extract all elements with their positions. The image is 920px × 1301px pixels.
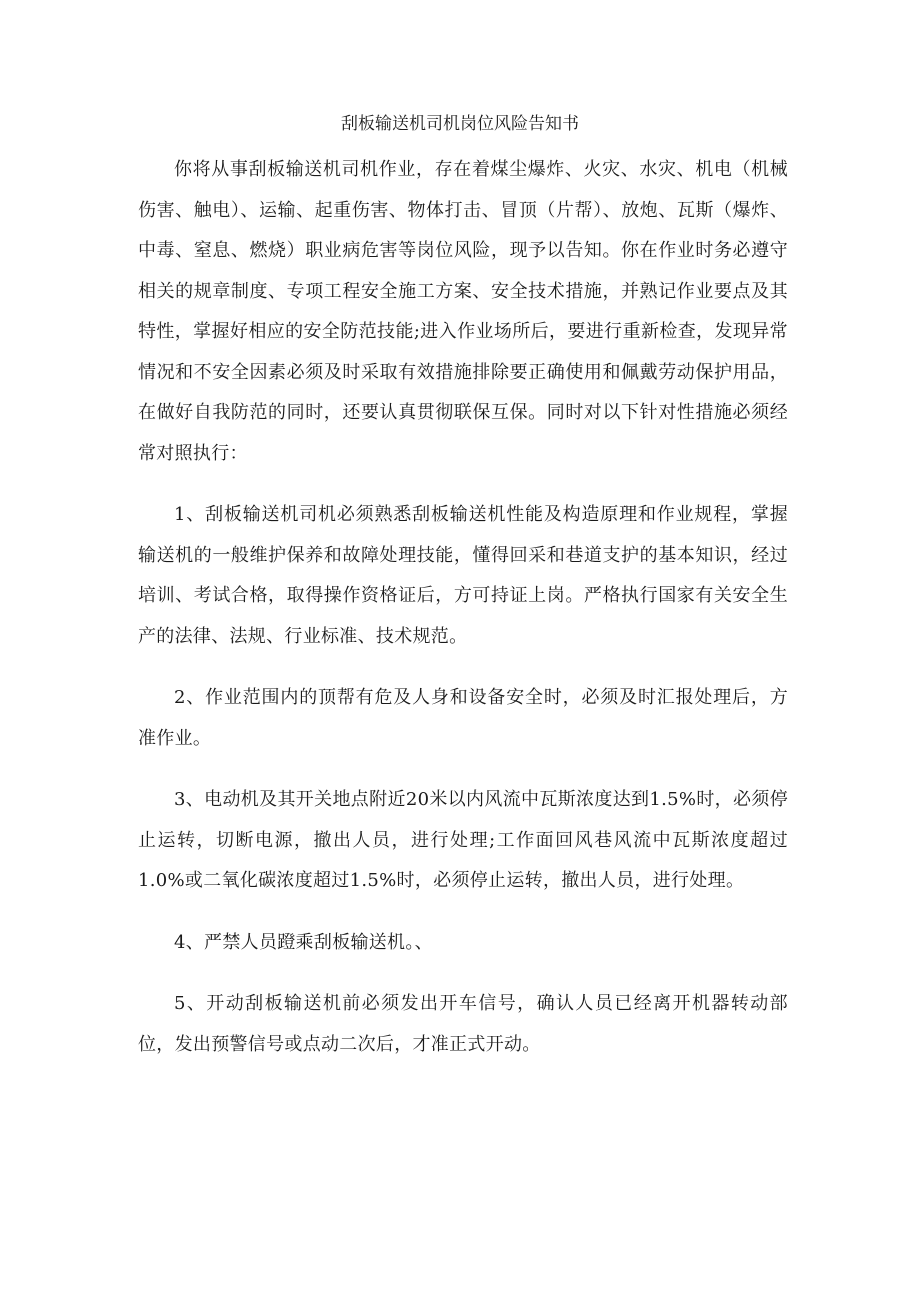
measure-1-paragraph: 1、刮板输送机司机必须熟悉刮板输送机性能及构造原理和作业规程，掌握输送机的一般维护保养和故障处理技能，懂得回采和巷道支护的基本知识，经过培训、考试合格，取得操作资格证后，方可持证上岗。严格执行国家有关安全生产的法律、法规、行业标准、技术规范。 — [138, 504, 788, 647]
measure-5-paragraph: 5、开动刮板输送机前必须发出开车信号，确认人员已经离开机器转动部位，发出预警信号或点动二次后，才准正式开动。 — [138, 993, 788, 1055]
measure-4-paragraph: 4、严禁人员蹬乘刮板输送机。、 — [174, 931, 433, 953]
document-title: 刮板输送机司机岗位风险告知书 — [341, 114, 579, 134]
document-body — [138, 150, 788, 1065]
intro-paragraph: 你将从事刮板输送机司机作业，存在着煤尘爆炸、火灾、水灾、机电（机械伤害、触电）、运输、起重伤害、物体打击、冒顶（片帮）、放炮、瓦斯（爆炸、中毒、窒息、燃烧）职业病危害等岗位风险，现予以告知。你在作业时务必遵守相关的规章制度、专项工程安全施工方案、安全技术措施，并熟记作业要点及其特性，掌握好相应的安全防范技能;进入作业场所后，要进行重新检查，发现异常情况和不安全因素必须及时采取有效措施排除要正确使用和佩戴劳动保护用品，在做好自我防范的同时，还要认真贯彻联保互保。同时对以下针对性措施必须经常对照执行： — [138, 159, 788, 464]
measure-3-paragraph: 3、电动机及其开关地点附近20米以内风流中瓦斯浓度达到1.5%时，必须停止运转，切断电源，撤出人员，进行处理;工作面回风巷风流中瓦斯浓度超过1.0%或二氧化碳浓度超过1.5%时，必须停止运转，撤出人员，进行处理。 — [138, 789, 788, 891]
measure-2-paragraph: 2、作业范围内的顶帮有危及人身和设备安全时，必须及时汇报处理后，方准作业。 — [138, 687, 788, 749]
